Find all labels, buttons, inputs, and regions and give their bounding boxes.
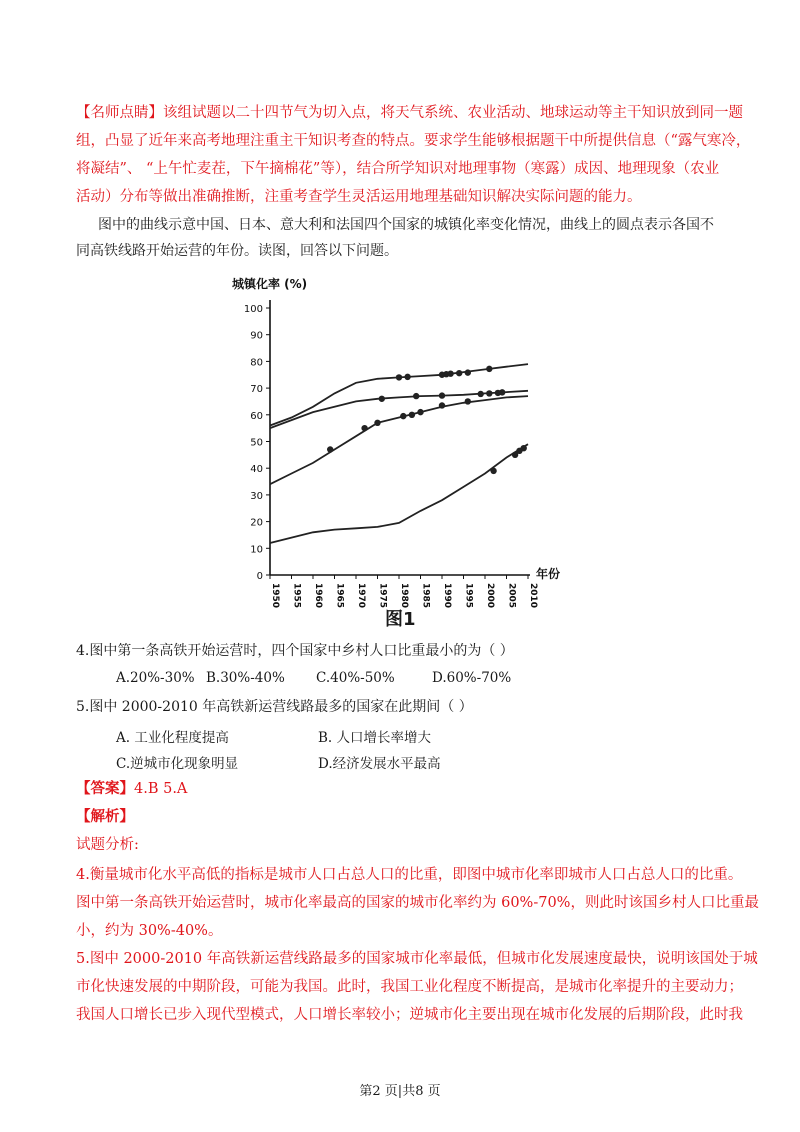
chart-ticks	[244, 304, 538, 608]
y-tick-label: 30	[250, 490, 263, 502]
y-tick-label: 50	[250, 437, 263, 449]
x-tick-label: 2005	[506, 583, 517, 609]
x-tick-label: 1995	[463, 583, 474, 609]
railway-start-point	[374, 420, 380, 426]
intro-line: 同高铁线路开始运营的年份。读图，回答以下问题。	[76, 243, 398, 259]
y-tick-label: 40	[250, 464, 263, 476]
railway-start-point	[396, 374, 402, 380]
x-tick-label: 1965	[334, 583, 345, 609]
urbanization-chart	[228, 270, 578, 630]
commentary-line: 将凝结”、 “上午忙麦茬，下午摘棉花”等），结合所学知识对地理事物（寒露）成因、地理现象（农业	[76, 161, 720, 177]
x-tick-label: 1950	[270, 583, 280, 609]
railway-start-point	[404, 374, 410, 380]
railway-start-point	[465, 369, 471, 375]
railway-start-point	[413, 393, 419, 399]
q5-option-d: D.经济发展水平最高	[318, 756, 441, 772]
x-axis-label: 年份	[536, 567, 561, 581]
analysis-line: 图中第一条高铁开始运营时，城市化率最高的国家的城市化率约为 60%-70%，则此时该国乡村人口比重最	[76, 895, 759, 911]
intro-line: 图中的曲线示意中国、日本、意大利和法国四个国家的城镇化率变化情况，曲线上的圆点表示各国不	[98, 217, 714, 233]
railway-start-point	[486, 390, 492, 396]
analysis-line: 5.图中 2000-2010 年高铁新运营线路最多的国家城市化率最低，但城市化发展速度最快，说明该国处于城	[76, 951, 758, 967]
x-tick-label: 1985	[420, 583, 431, 609]
railway-start-point	[409, 412, 415, 418]
q4-option-b: B.30%-40%	[206, 670, 285, 686]
railway-start-point	[439, 392, 445, 398]
x-tick-label: 2000	[485, 583, 495, 609]
railway-start-point	[439, 402, 445, 408]
x-tick-label: 1970	[356, 583, 366, 609]
question-5-stem: 5.图中 2000-2010 年高铁新运营线路最多的国家在此期间（ ）	[76, 699, 473, 715]
railway-start-point	[499, 389, 505, 395]
y-tick-label: 0	[256, 571, 263, 582]
page-footer: 第2 页|共8 页	[359, 1084, 441, 1099]
x-tick-label: 2010	[528, 583, 538, 609]
railway-start-point	[521, 445, 527, 451]
q4-option-a: A.20%-30%	[116, 670, 195, 686]
x-tick-label: 1955	[291, 583, 302, 609]
analysis-label: 【解析】	[76, 808, 134, 825]
q5-option-a: A. 工业化程度提高	[116, 730, 229, 746]
railway-start-point	[379, 396, 385, 402]
y-tick-label: 70	[250, 384, 263, 396]
commentary-line: 活动）分布等做出准确推断，注重考查学生灵活运用地理基础知识解决实际问题的能力。	[76, 189, 642, 205]
y-tick-label: 80	[250, 357, 263, 369]
answer-text: 4.B 5.A	[134, 781, 188, 797]
y-tick-label: 20	[250, 517, 263, 529]
analysis-line: 小，约为 30%-40%。	[76, 923, 223, 939]
x-tick-label: 1980	[399, 583, 409, 609]
answer-row	[76, 776, 187, 802]
railway-start-point	[456, 370, 462, 376]
analysis-line: 4.衡量城市化水平高低的指标是城市人口占总人口的比重，即图中城市化率即城市人口占总人口的比重。	[76, 867, 743, 883]
figure-caption: 图1	[385, 609, 416, 630]
y-axis-label: 城镇化率 (%)	[232, 277, 308, 291]
railway-start-point	[447, 370, 453, 376]
q5-option-b: B. 人口增长率增大	[318, 730, 432, 746]
y-tick-label: 10	[250, 544, 263, 556]
railway-start-point	[400, 413, 406, 419]
railway-start-point	[417, 409, 423, 415]
railway-start-point	[465, 398, 471, 404]
analysis-subheading: 试题分析:	[76, 837, 139, 853]
q4-option-c: C.40%-50%	[316, 670, 395, 686]
y-tick-label: 90	[250, 330, 263, 342]
series-line-4	[270, 444, 528, 543]
commentary-line: 【名师点睛】该组试题以二十四节气为切入点，将天气系统、农业活动、地球运动等主干知识放到同一题	[76, 105, 743, 121]
y-tick-label: 60	[250, 410, 263, 422]
x-tick-label: 1975	[377, 583, 388, 609]
railway-start-point	[478, 391, 484, 397]
commentary-line: 组，凸显了近年来高考地理注重主干知识考查的特点。要求学生能够根据题干中所提供信息（“露气寒冷，	[76, 133, 751, 149]
railway-start-point	[486, 366, 492, 372]
q5-option-c: C.逆城市化现象明显	[116, 756, 239, 772]
railway-start-point	[327, 446, 333, 452]
x-tick-label: 1990	[442, 583, 452, 609]
analysis-line: 市化快速发展的中期阶段，可能为我国。此时，我国工业化程度不断提高，是城市化率提升的主要动力；	[76, 979, 743, 995]
question-4-stem: 4.图中第一条高铁开始运营时，四个国家中乡村人口比重最小的为（ ）	[76, 643, 514, 659]
railway-start-point	[361, 425, 367, 431]
q4-option-d: D.60%-70%	[432, 670, 512, 686]
y-tick-label: 100	[243, 304, 263, 315]
railway-start-point	[490, 468, 496, 474]
analysis-line: 我国人口增长已步入现代型模式，人口增长率较小；逆城市化主要出现在城市化发展的后期阶段，此时我	[76, 1007, 743, 1023]
answer-label: 【答案】	[76, 780, 134, 797]
x-tick-label: 1960	[313, 583, 323, 609]
